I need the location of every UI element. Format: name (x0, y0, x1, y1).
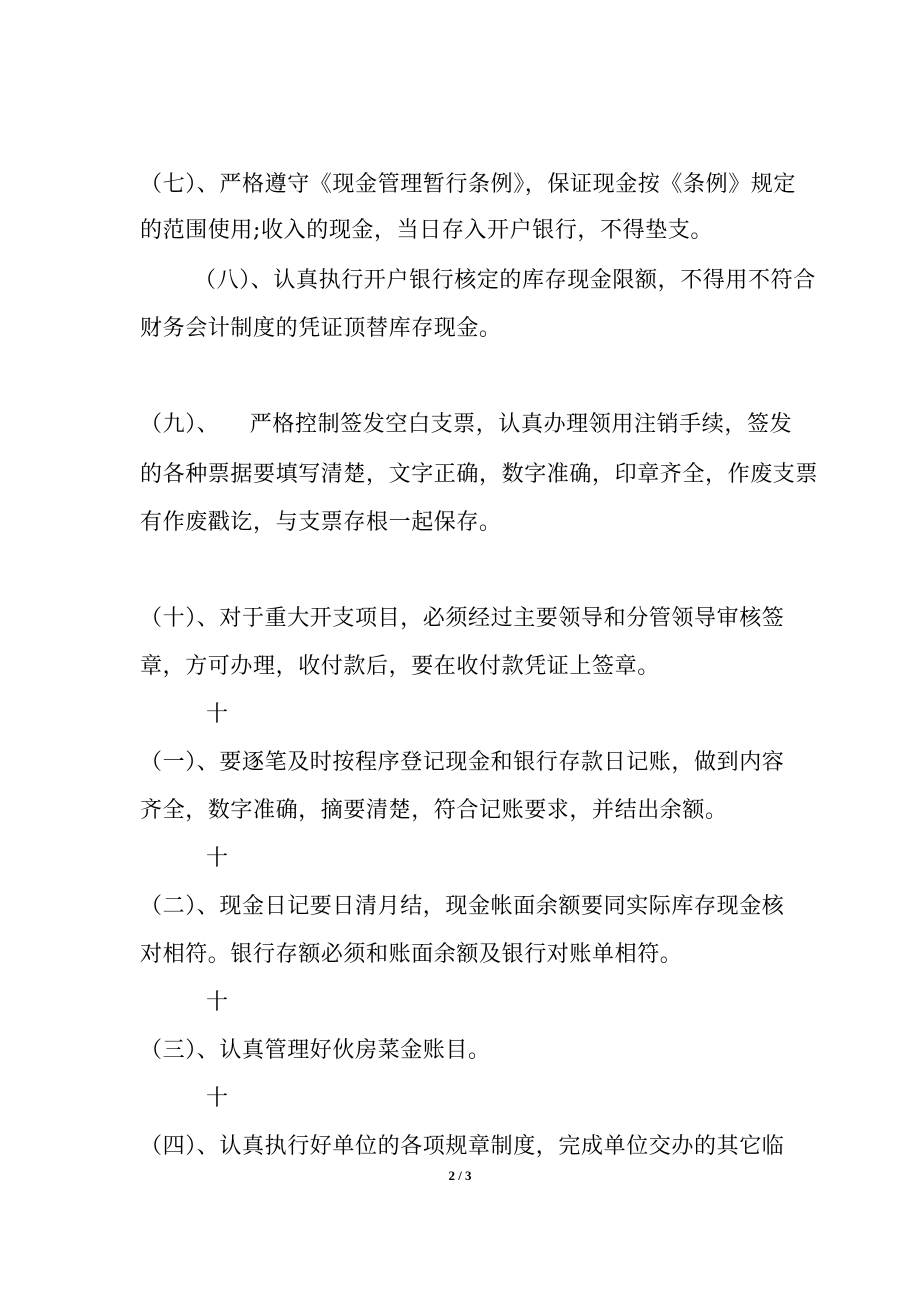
paragraph-14-line-1: （四）、认真执行好单位的各项规章制度，完成单位交办的其它临 (140, 1134, 785, 1159)
paragraph-7-line-1: （七）、严格遵守《现金管理暂行条例》，保证现金按《条例》规定 (140, 172, 797, 197)
paragraph-9-line-2: 的各种票据要填写清楚，文字正确，数字准确，印章齐全，作废支票 (140, 462, 819, 487)
paragraph-10-line-2: 章，方可办理，收付款后，要在收付款凭证上签章。 (140, 654, 660, 679)
paragraph-9-line-3: 有作废戳讫，与支票存根一起保存。 (140, 510, 502, 535)
paragraph-11-line-1: （一）、要逐笔及时按程序登记现金和银行存款日记账，做到内容 (140, 750, 785, 775)
paragraph-8-line-2: 财务会计制度的凭证顶替库存现金。 (140, 316, 502, 341)
paragraph-12-line-2: 对相符。银行存额必须和账面余额及银行对账单相符。 (140, 942, 683, 967)
paragraph-12-line-1: （二）、现金日记要日清月结，现金帐面余额要同实际库存现金核 (140, 894, 785, 919)
paragraph-11-line-2: 齐全，数字准确，摘要清楚，符合记账要求，并结出余额。 (140, 798, 728, 823)
paragraph-7-line-2: 的范围使用;收入的现金，当日存入开户银行，不得垫支。 (140, 218, 714, 243)
paragraph-12-marker: 十 (206, 846, 229, 871)
paragraph-10-line-1: （十）、对于重大开支项目，必须经过主要领导和分管领导审核签 (140, 606, 785, 631)
paragraph-9-line-1: （九）、 严格控制签发空白支票，认真办理领用注销手续，签发 (140, 412, 793, 437)
paragraph-13-marker: 十 (206, 990, 229, 1015)
paragraph-8-line-1: （八）、认真执行开户银行核定的库存现金限额，不得用不符合 (194, 268, 816, 293)
paragraph-14-marker: 十 (206, 1086, 229, 1111)
page-number: 2 / 3 (448, 1168, 472, 1183)
paragraph-11-marker: 十 (206, 702, 229, 727)
paragraph-13-line-1: （三）、认真管理好伙房菜金账目。 (140, 1038, 491, 1063)
